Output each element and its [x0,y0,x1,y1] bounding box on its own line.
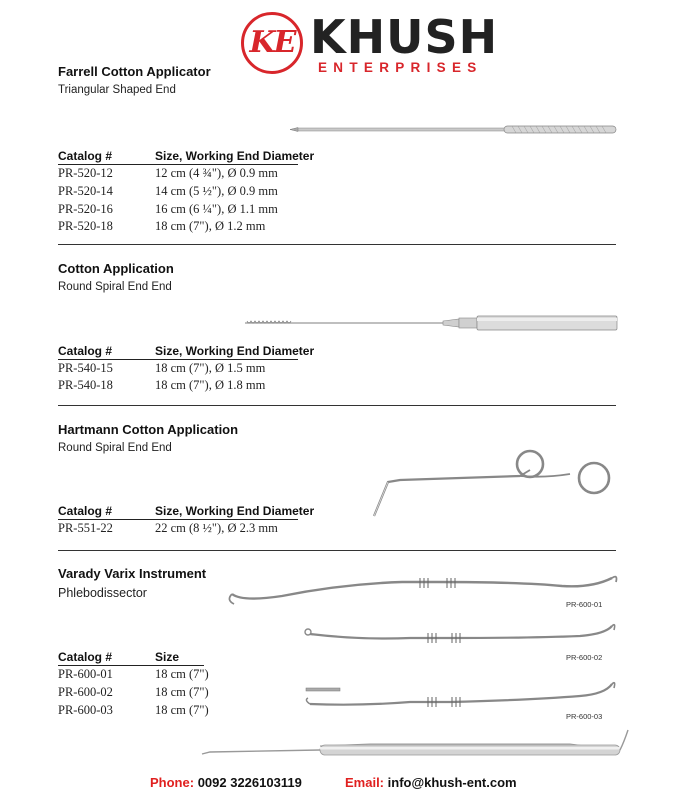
cotton-applicator-image [243,315,623,331]
section-subtitle: Round Spiral End End [58,281,172,293]
size-value: 18 cm (7") [155,685,209,699]
size-value: 18 cm (7") [155,703,209,717]
size-value: 14 cm (5 ½"), Ø 0.9 mm [155,184,278,198]
catalog-number: PR-520-16 [58,202,113,216]
size-value: 22 cm (8 ½"), Ø 2.3 mm [155,521,278,535]
catalog-number: PR-540-15 [58,361,113,375]
section-divider [58,550,616,551]
table-header-rule [58,665,204,666]
double-ended-instrument-image [200,728,630,762]
brand-subtitle: ENTERPRISES [318,60,483,75]
column-header-catalog: Catalog # [58,149,113,163]
image-tag: PR-600-01 [566,600,603,609]
section-subtitle: Phlebodissector [58,586,147,600]
email-link[interactable]: info@khush-ent.com [387,775,517,790]
section-title: Hartmann Cotton Application [58,422,239,437]
varady-instrument-02-image [300,620,620,650]
logo-mark [241,12,303,74]
section-title: Farrell Cotton Applicator [58,64,211,79]
section-subtitle: Round Spiral End End [58,442,172,454]
catalog-number: PR-551-22 [58,521,113,535]
size-value: 18 cm (7") [155,667,209,681]
hartmann-applicator-image [370,450,620,520]
catalog-number: PR-600-02 [58,685,113,699]
size-value: 16 cm (6 ¼"), Ø 1.1 mm [155,202,278,216]
column-header-size: Size, Working End Diameter [155,344,315,358]
catalog-number: PR-600-03 [58,703,113,717]
size-value: 12 cm (4 ¾"), Ø 0.9 mm [155,166,278,180]
image-tag: PR-600-03 [566,712,603,721]
varady-instrument-03-image [300,676,620,712]
section-subtitle: Triangular Shaped End [58,84,176,96]
image-tag: PR-600-02 [566,653,603,662]
size-value: 18 cm (7"), Ø 1.8 mm [155,378,266,392]
size-value: 18 cm (7"), Ø 1.5 mm [155,361,266,375]
column-header-catalog: Catalog # [58,344,113,358]
table-header-rule [58,164,298,165]
logo-initials: KE [249,25,295,60]
email-label: Email: [345,775,385,790]
catalog-number: PR-540-18 [58,378,113,392]
brand-name: KHUSH [310,10,499,64]
table-header-rule [58,359,298,360]
footer-phone [150,775,302,790]
size-value: 18 cm (7"), Ø 1.2 mm [155,219,266,233]
varady-instrument-01-image [222,566,622,610]
catalog-number: PR-600-01 [58,667,113,681]
column-header-catalog: Catalog # [58,504,113,518]
farrell-applicator-image [290,122,620,138]
section-divider [58,405,616,406]
section-divider [58,244,616,245]
column-header-size: Size, Working End Diameter [155,149,315,163]
catalog-number: PR-520-18 [58,219,113,233]
table-header-rule [58,519,298,520]
section-title: Varady Varix Instrument [58,566,207,581]
catalog-number: PR-520-14 [58,184,113,198]
phone-label: Phone: [150,775,195,790]
column-header-catalog: Catalog # [58,650,113,664]
section-title: Cotton Application [58,261,174,276]
footer-email [345,775,517,790]
phone-number[interactable]: 0092 3226103119 [197,775,302,790]
catalog-number: PR-520-12 [58,166,113,180]
column-header-size: Size, Working End Diameter [155,504,315,518]
column-header-size: Size [155,650,180,664]
